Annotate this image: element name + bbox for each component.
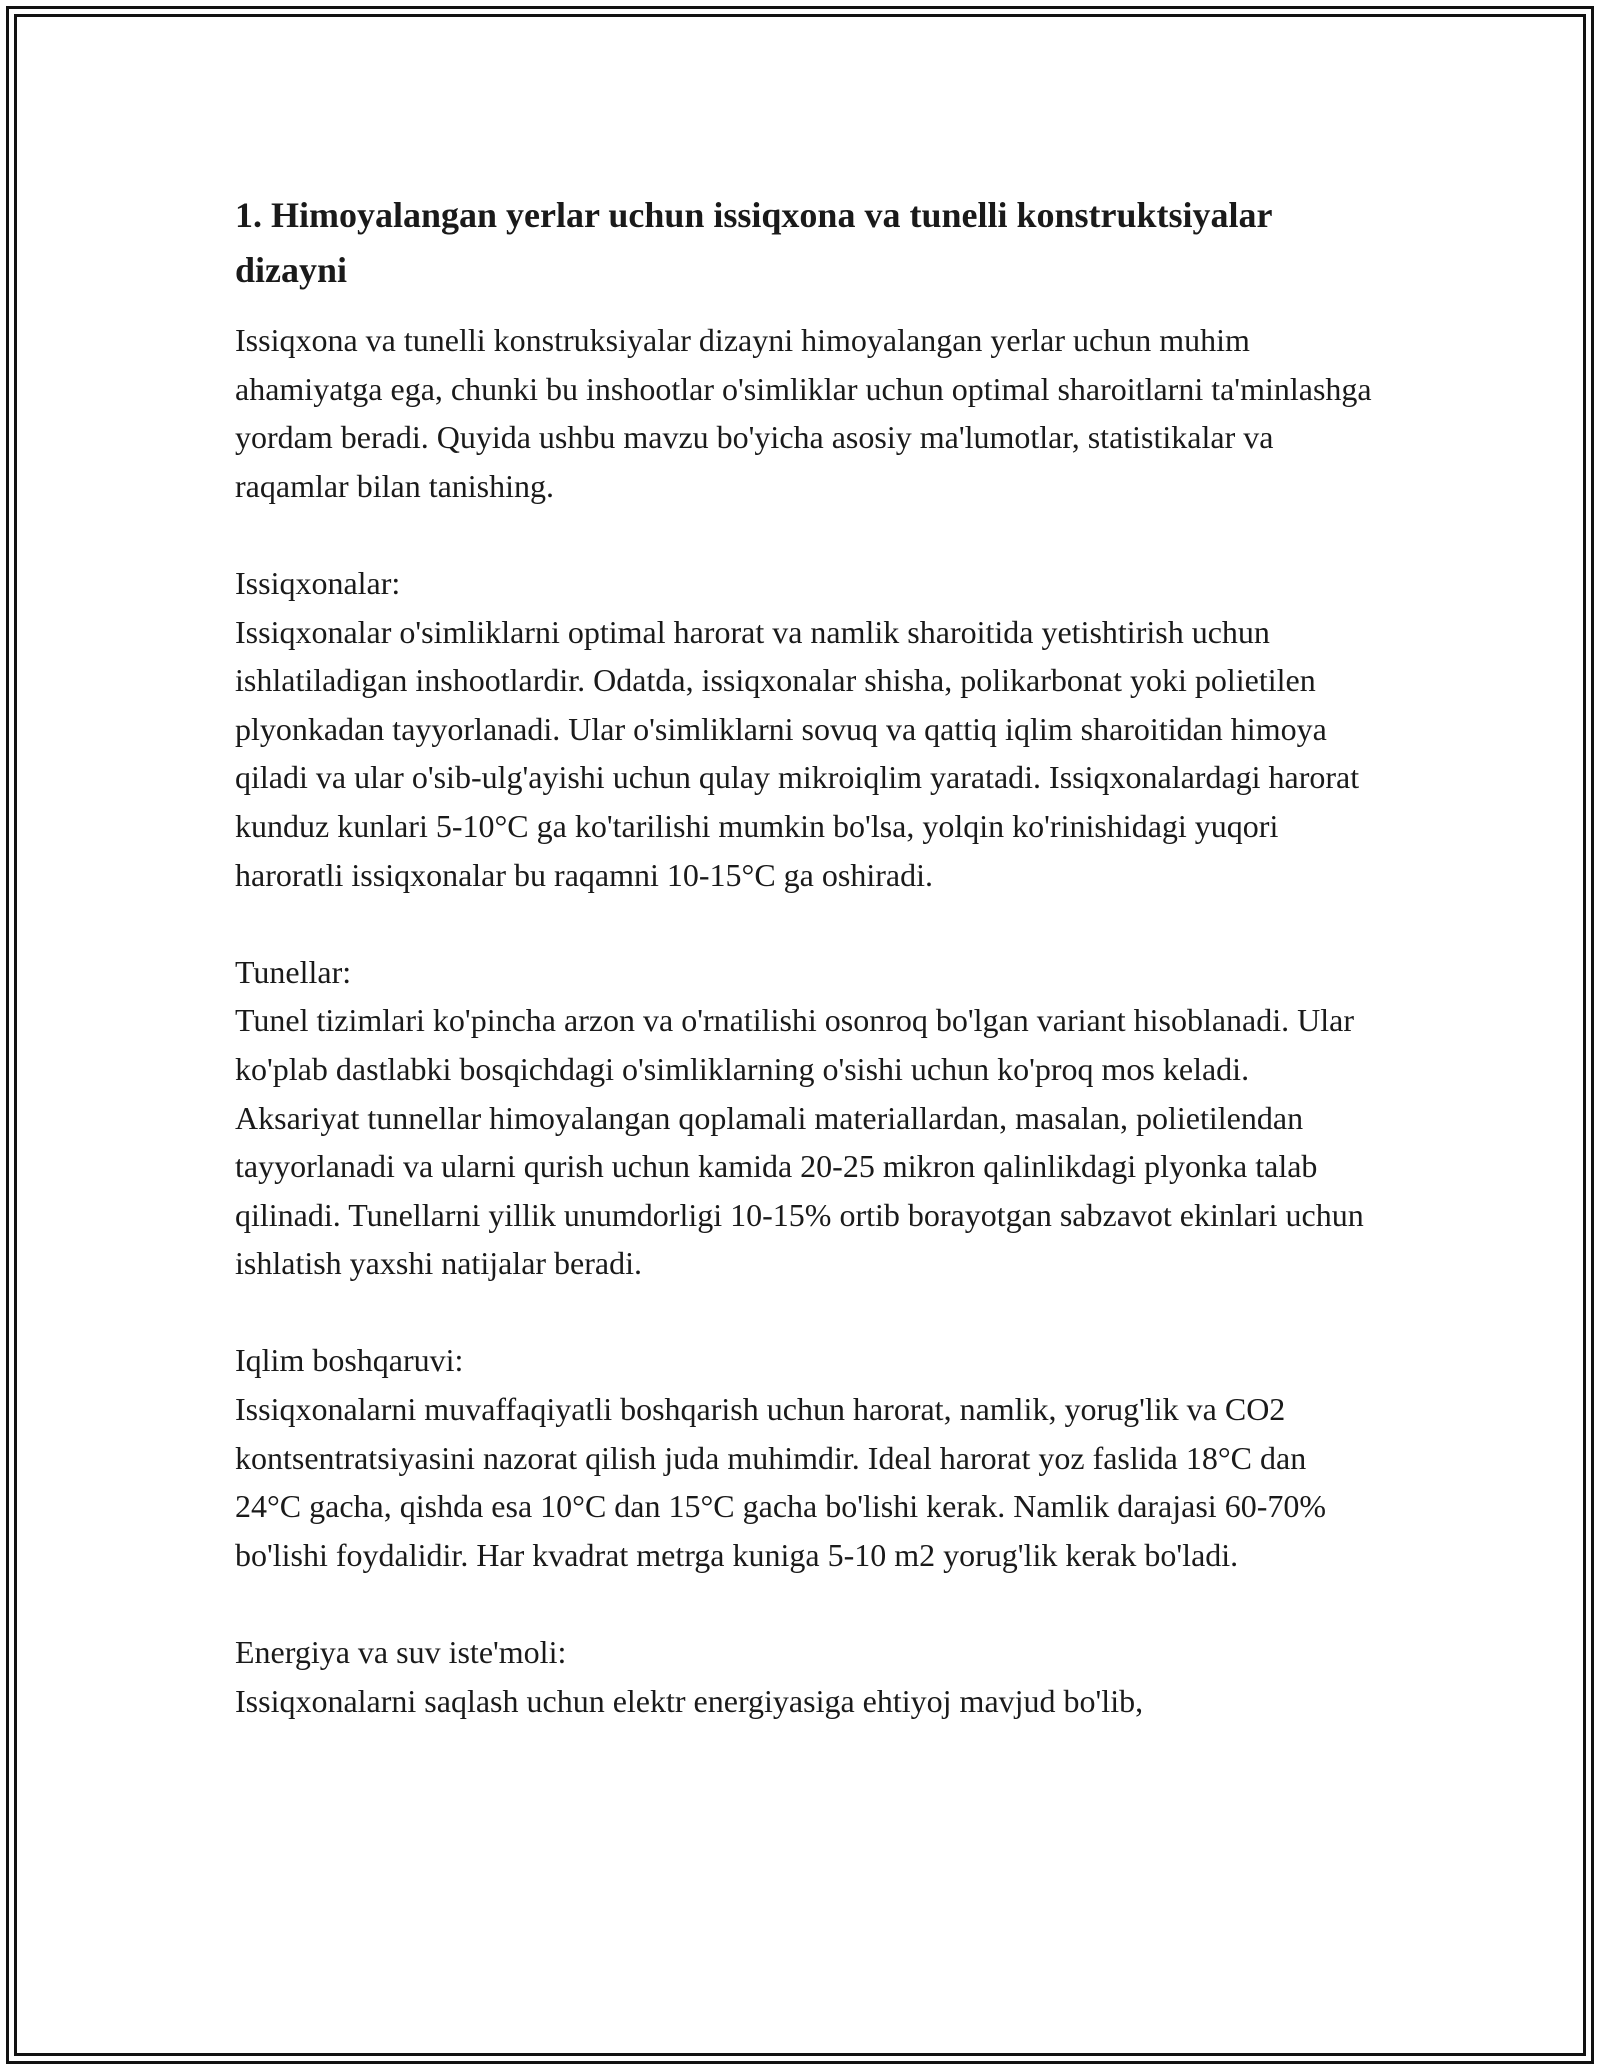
section-energiya-va-suv — [235, 1628, 1375, 1725]
section-title: Issiqxonalar: — [235, 564, 401, 601]
section-iqlim-boshqaruvi — [235, 1336, 1375, 1579]
section-text: Issiqxonalarni saqlash uchun elektr energiyasiga ehtiyoj mavjud bo'lib, — [235, 1682, 1144, 1719]
section-text: Tunel tizimlari ko'pincha arzon va o'rnatilishi osonroq bo'lgan variant hisoblanadi. Ular ko'plab dastlabki bosqichdagi o'simliklarning o'sishi uchun ko'proq mos keladi. Aksariyat tunnellar himoyalangan qoplamali materiallardan, masalan, polietilendan tayyorlanadi va ularni qurish uchun kamida 20-25 mikron qalinlikdagi plyonka talab qilinadi. Tunellarni yillik unumdorligi 10-15% ortib borayotgan sabzavot ekinlari uchun ishlatish yaxshi natijalar beradi. — [235, 1002, 1364, 1282]
section-issiqxonalar — [235, 559, 1375, 899]
section-title: Tunellar: — [235, 953, 352, 990]
section-text: Issiqxonalarni muvaffaqiyatli boshqarish uchun harorat, namlik, yorug'lik va CO2 kontsentratsiyasini nazorat qilish juda muhimdir. Ideal harorat yoz faslida 18°C dan 24°C gacha, qishda esa 10°C dan 15°C gacha bo'lishi kerak. Namlik darajasi 60-70% bo'lishi foydalidir. Har kvadrat metrga kuniga 5-10 m2 yorug'lik kerak bo'ladi. — [235, 1391, 1326, 1573]
document-page — [235, 188, 1375, 1725]
section-tunellar — [235, 948, 1375, 1288]
intro-paragraph: Issiqxona va tunelli konstruksiyalar dizayni himoyalangan yerlar uchun muhim ahamiyatga ega, chunki bu inshootlar o'simliklar uchun optimal sharoitlarni ta'minlashga yordam beradi. Quyida ushbu mavzu bo'yicha asosiy ma'lumotlar, statistikalar va raqamlar bilan tanishing. — [235, 322, 1372, 504]
section-text: Issiqxonalar o'simliklarni optimal harorat va namlik sharoitida yetishtirish uchun ishlatiladigan inshootlardir. Odatda, issiqxonalar shisha, polikarbonat yoki polietilen plyonkadan tayyorlanadi. Ular o'simliklarni sovuq va qattiq iqlim sharoitidan himoya qiladi va ular o'sib-ulg'ayishi uchun qulay mikroiqlim yaratadi. Issiqxonalardagi harorat kunduz kunlari 5-10°C ga ko'tarilishi mumkin bo'lsa, yolqin ko'rinishidagi yuqori haroratli issiqxonalar bu raqamni 10-15°C ga oshiradi. — [235, 613, 1360, 893]
document-heading: 1. Himoyalangan yerlar uchun issiqxona va tunelli konstruktsiyalar dizayni — [235, 195, 1272, 290]
section-title: Iqlim boshqaruvi: — [235, 1342, 464, 1379]
section-title: Energiya va suv iste'moli: — [235, 1634, 567, 1671]
